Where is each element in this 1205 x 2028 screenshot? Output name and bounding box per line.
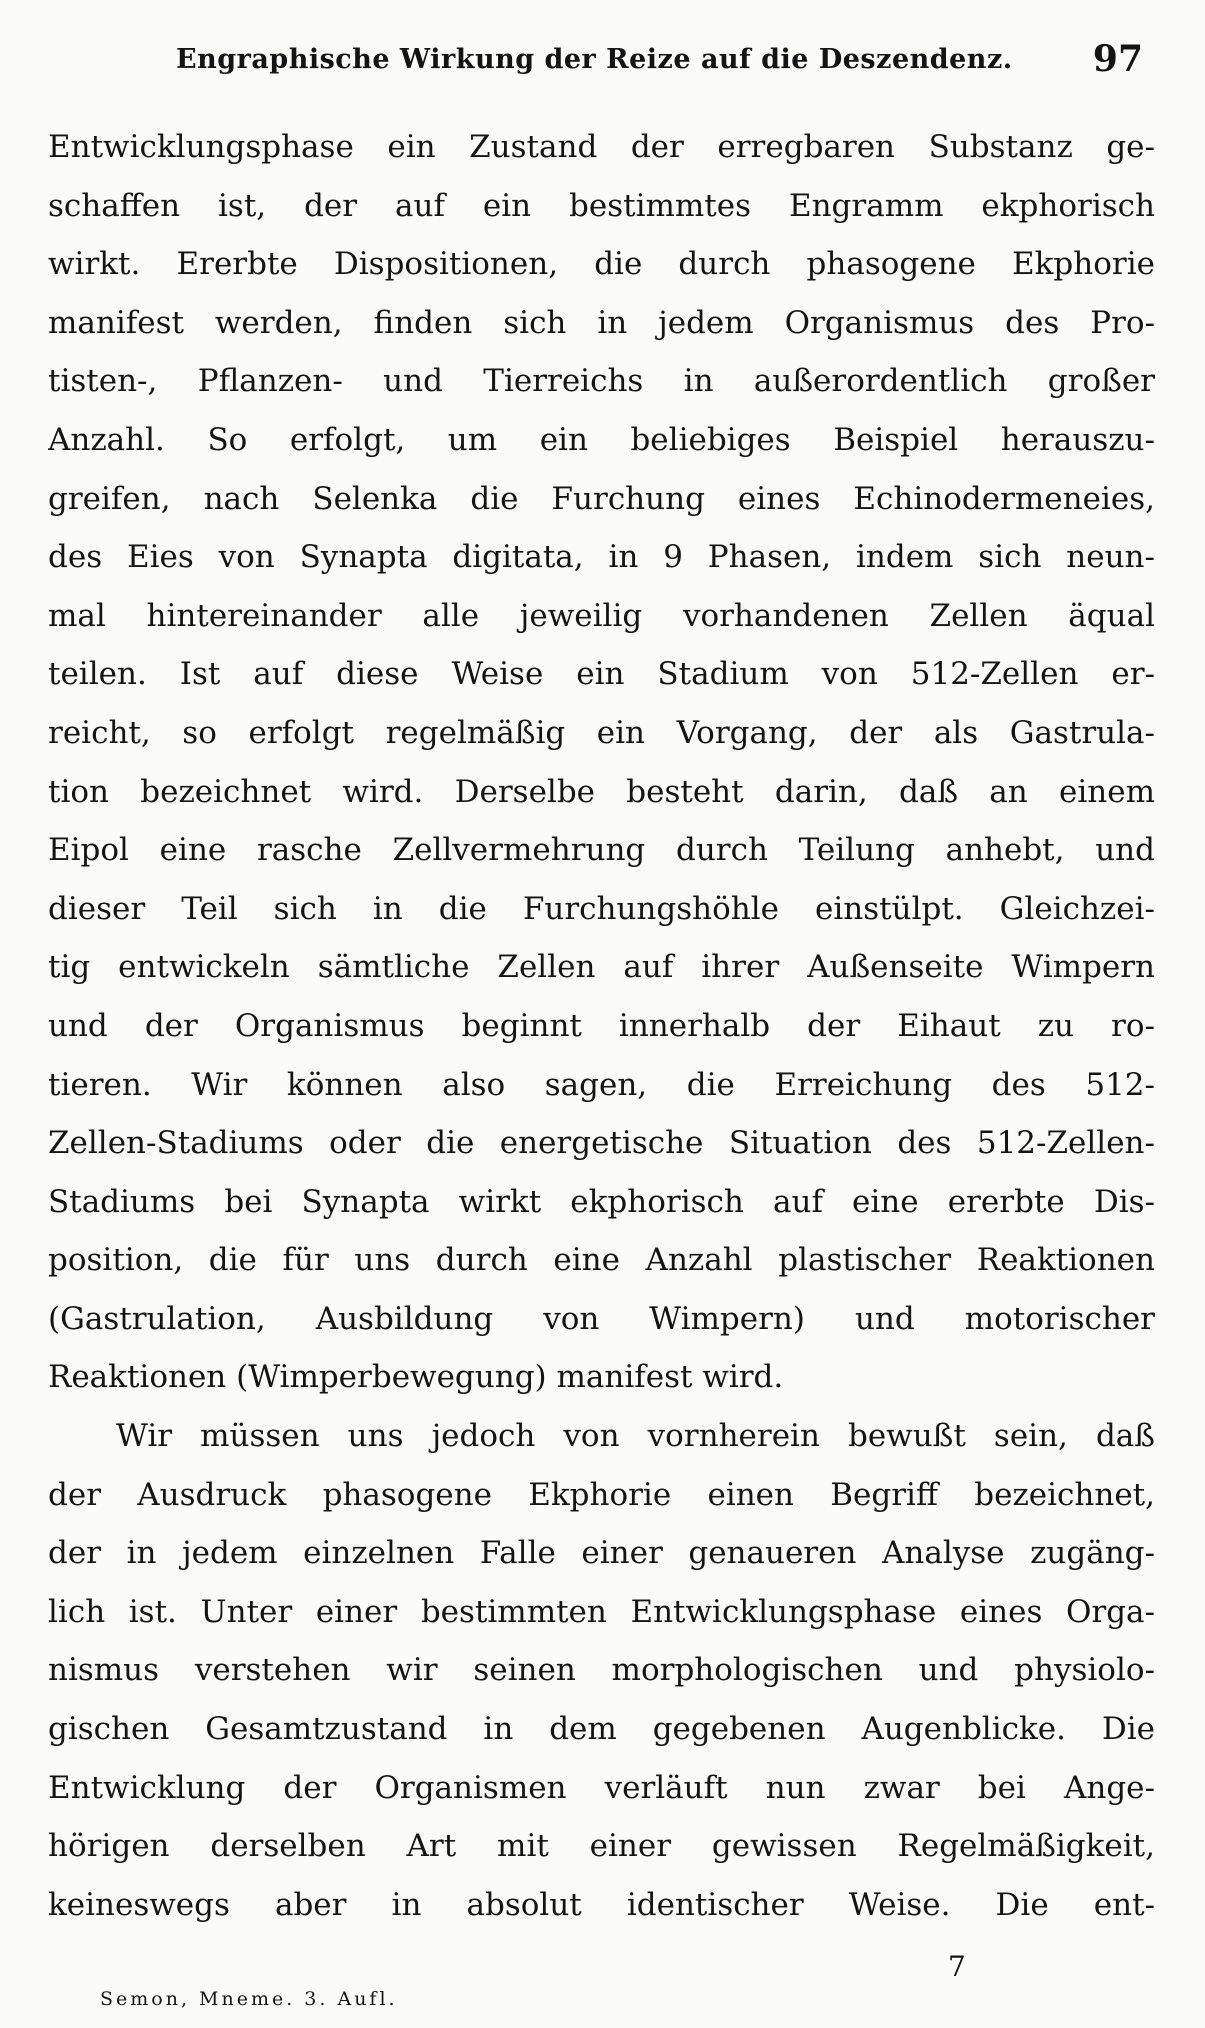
text-line: der Ausdruck phasogene Ekphorie einen Begriff bezeichnet, (48, 1476, 1155, 1513)
signature-mark: 7 (948, 1950, 966, 1983)
text-line: Anzahl. So erfolgt, um ein beliebiges Beispiel herauszu- (48, 421, 1155, 458)
text-line: des Eies von Synapta digitata, in 9 Phasen, indem sich neun- (48, 539, 1155, 576)
running-title: Engraphische Wirkung der Reize auf die Deszendenz. (176, 44, 1013, 75)
text-line: Entwicklung der Organismen verläuft nun zwar bei Ange- (48, 1769, 1155, 1806)
text-line: manifest werden, finden sich in jedem Organismus des Pro- (48, 304, 1155, 341)
signature-line (100, 1950, 1145, 2012)
text-line: (Gastrulation, Ausbildung von Wimpern) und motorischer (48, 1300, 1155, 1337)
text-line: tig entwickeln sämtliche Zellen auf ihrer Außenseite Wimpern (48, 949, 1155, 986)
text-line: Zellen-Stadiums oder die energetische Situation des 512-Zellen- (48, 1125, 1155, 1162)
text-line: nismus verstehen wir seinen morphologischen und physiolo- (48, 1652, 1155, 1689)
text-line: lich ist. Unter einer bestimmten Entwicklungsphase eines Orga- (48, 1593, 1155, 1630)
text-line: der in jedem einzelnen Falle einer genaueren Analyse zugäng- (48, 1535, 1155, 1572)
text-line: dieser Teil sich in die Furchungshöhle einstülpt. Gleichzei- (48, 890, 1155, 927)
bibliographic-signature: Semon, Mneme. 3. Aufl. (100, 1988, 398, 2010)
text-line-paragraph-end: Reaktionen (Wimperbewegung) manifest wird. (48, 1359, 784, 1396)
running-head (48, 34, 1157, 90)
text-line: mal hintereinander alle jeweilig vorhandenen Zellen äqual (48, 597, 1155, 634)
text-line: tion bezeichnet wird. Derselbe besteht darin, daß an einem (48, 773, 1155, 810)
text-line: Stadiums bei Synapta wirkt ekphorisch auf eine ererbte Dis- (48, 1183, 1155, 1220)
text-line: und der Organismus beginnt innerhalb der Eihaut zu ro- (48, 1007, 1155, 1044)
text-line: Entwicklungsphase ein Zustand der erregbaren Substanz ge- (48, 129, 1155, 165)
text-line: teilen. Ist auf diese Weise ein Stadium von 512-Zellen er- (48, 656, 1155, 693)
text-line: hörigen derselben Art mit einer gewissen Regelmäßigkeit, (48, 1828, 1155, 1865)
text-line: gischen Gesamtzustand in dem gegebenen Augenblicke. Die (48, 1711, 1155, 1748)
text-line: tisten-, Pflanzen- und Tierreichs in außerordentlich großer (48, 363, 1155, 400)
body-text (48, 118, 1155, 1934)
text-line: tieren. Wir können also sagen, die Erreichung des 512- (48, 1066, 1155, 1103)
text-line: reicht, so erfolgt regelmäßig ein Vorgang, der als Gastrula- (48, 714, 1155, 751)
text-line: schaffen ist, der auf ein bestimmtes Engramm ekphorisch (48, 187, 1155, 224)
text-line: wirkt. Ererbte Dispositionen, die durch phasogene Ekphorie (48, 246, 1155, 283)
text-line: keineswegs aber in absolut identischer Weise. Die ent- (48, 1886, 1155, 1923)
text-line-paragraph-start: Wir müssen uns jedoch von vornherein bewußt sein, daß (116, 1418, 1155, 1455)
page-number: 97 (1092, 38, 1143, 80)
text-line: Eipol eine rasche Zellvermehrung durch Teilung anhebt, und (48, 832, 1155, 869)
text-line: position, die für uns durch eine Anzahl plastischer Reaktionen (48, 1242, 1155, 1279)
text-line: greifen, nach Selenka die Furchung eines Echinodermeneies, (48, 480, 1155, 517)
